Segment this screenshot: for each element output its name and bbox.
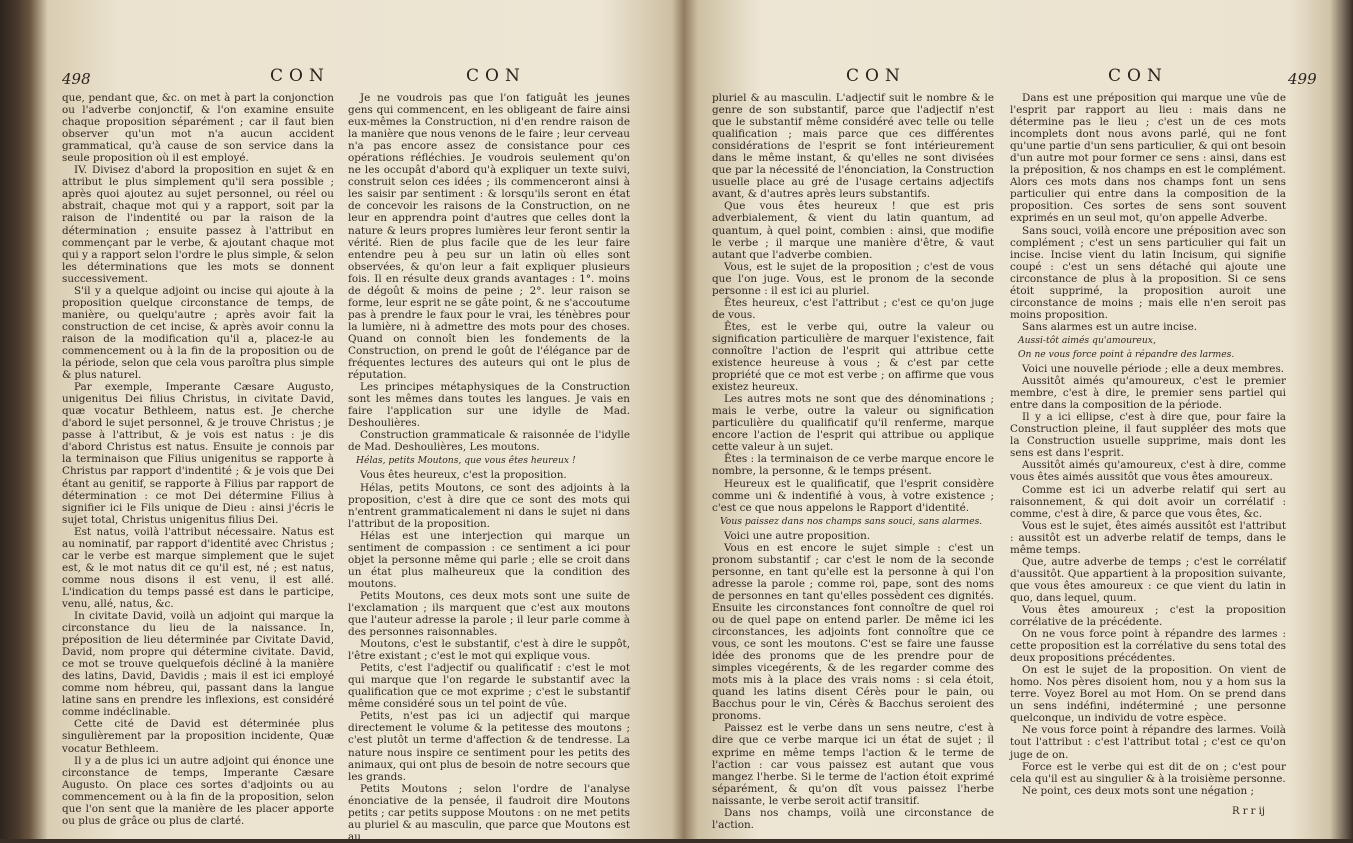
- signature-mark: R r r ij: [1232, 806, 1265, 817]
- paragraph: Petits Moutons ; selon l'ordre de l'analyse énonciative de la pensée, il faudroit dire Moutons petits ; car petits suppose Moutons : on ne met petits au pluriel & au masculin, que parce que Moutons est au: [348, 782, 630, 843]
- right-column-1: [712, 92, 994, 831]
- paragraph: Hélas est une interjection qui marque un sentiment de compassion : ce sentiment a ici pour objet la personne même qui parle ; elle se croit dans un état plus malheureux que la condition des moutons.: [348, 529, 630, 590]
- paragraph: Les principes métaphysiques de la Construction sont les mêmes dans toutes les langues. Je vais en faire l'application sur une idylle de Mad. Deshoulières.: [348, 381, 630, 430]
- paragraph: Dans nos champs, voilà une circonstance de l'action.: [712, 806, 994, 831]
- paragraph: Que vous êtes heureux ! que est pris adverbialement, & vient du latin quantum, ad quantum, à quel point, combien : ainsi, que modifie le verbe ; il marque une manière d'être, & vaut autant que l'adverbe combien.: [712, 200, 994, 261]
- paragraph: Ne point, ces deux mots sont une négation ;: [1022, 784, 1254, 797]
- paragraph: Force est le verbe qui est dit de on ; c'est pour cela qu'il est au singulier & à la troisième personne.: [1010, 760, 1286, 785]
- paragraph: Construction grammaticale & raisonnée de l'idylle de Mad. Deshoulières, Les moutons.: [348, 429, 630, 454]
- paragraph: Ne vous force point à répandre des larmes. Voilà tout l'attribut : c'est l'attribut total ; c'est ce qu'on juge de on.: [1010, 724, 1286, 761]
- paragraph: Aussitôt aimés qu'amoureux, c'est le premier membre, c'est à dire, le premier sens partiel qui entre dans la composition de la période.: [1010, 375, 1286, 412]
- running-head-right-2: CON: [1108, 66, 1168, 86]
- paragraph: Cette cité de David est déterminée plus singulièrement par la proposition incidente, Quæ vocatur Bethleem.: [62, 718, 334, 755]
- paragraph: Vous en est encore le sujet simple : c'est un pronom substantif ; car c'est le nom de la seconde personne, en tant qu'elle est la personne à qui l'on adresse la parole ; comme roi, pape, sont des noms de personnes en tant qu'elles possèdent ces dignités. Ensuite les circonstances font connoître de quel roi ou de quel pape on entend parler. De même ici les circonstances, les adjoints font connoître que ce vous, ce sont les moutons. C'est se faire une fausse idée des pronoms que de les prendre pour de simples vicegérents, & de les regarder comme des mots mis à la place des vrais noms : si cela étoit, quand les latins disent Cérès pour le pain, ou Bacchus pour le vin, Cérès & Bacchus seroient des pronoms.: [712, 541, 994, 723]
- paragraph: Aussi-tôt aimés qu'amoureux,: [1018, 334, 1156, 346]
- paragraph: pluriel & au masculin. L'adjectif suit le nombre & le genre de son substantif, parce que l'adjectif n'est que le substantif même considéré avec telle ou telle qualification ; mais parce que ces différentes considérations de l'esprit se font intérieurement dans le même instant, & qu'elles ne sont divisées que par la nécessité de l'énonciation, la Construction usuelle place au gré de l'usage certains adjectifs avant, & d'autres après leurs substantifs.: [712, 92, 994, 201]
- paragraph: IV. Divisez d'abord la proposition en sujet & en attribut le plus simplement qu'il sera possible ; après quoi ajoutez au sujet personnel, ou réel ou abstrait, chaque mot qui y a rapport, soit par la raison de l'indentité ou par la raison de la détermination ; ensuite passez à l'attribut en commençant par le verbe, & ajoutant chaque mot qui y a rapport selon l'ordre le plus simple, & selon les déterminations que les mots se donnent successivement.: [62, 164, 334, 285]
- left-column-2: [348, 92, 630, 843]
- paragraph: Aussitôt aimés qu'amoureux, c'est à dire, comme vous êtes aimés aussitôt que vous êtes amoureux.: [1010, 459, 1286, 484]
- paragraph: Petits, c'est l'adjectif ou qualificatif : c'est le mot qui marque que l'on regarde le substantif avec la qualification que ce mot exprime ; c'est le substantif même considéré sous un tel point de vûe.: [348, 662, 630, 711]
- paragraph: Comme est ici un adverbe relatif qui sert au raisonnement, & qui doit avoir un corrélatif : comme, c'est à dire, & parce que vous êtes, &c.: [1010, 483, 1286, 520]
- paragraph: Vous êtes heureux, c'est la proposition.: [360, 469, 567, 482]
- left-column-1: [62, 92, 334, 827]
- paragraph: On ne vous force point à répandre des larmes.: [1018, 348, 1235, 360]
- paragraph: Il y a ici ellipse, c'est à dire que, pour faire la Construction pleine, il faut suppléer des mots que la Construction usuelle supprime, mais dont les sens est dans l'esprit.: [1010, 411, 1286, 460]
- paragraph: On est le sujet de la proposition. On vient de homo. Nos pères disoient hom, nou y a hom sus la terre. Voyez Borel au mot Hom. On se prend dans un sens indéfini, indéterminé ; une personne quelconque, un individu de votre espèce.: [1010, 664, 1286, 725]
- paragraph: Êtes, est le verbe qui, outre la valeur ou signification particulière de marquer l'existence, fait connoître l'action de l'esprit qui attribue cette existence heureuse à vous ; & c'est par cette propriété que ce mot est verbe ; on affirme que vous existez heureux.: [712, 320, 994, 394]
- paragraph: Voici une autre proposition.: [724, 529, 871, 542]
- paragraph: que, pendant que, &c. on met à part la conjonction ou l'adverbe conjonctif, & l'on examine ensuite chaque proposition séparément ; car il faut bien observer qu'un mot n'a aucun accident grammatical, qu'à cause de son service dans la seule proposition où il est employé.: [62, 92, 334, 165]
- paragraph: Petits, n'est pas ici un adjectif qui marque directement le volume & la petitesse des moutons ; c'est plutôt un terme d'affection & de tendresse. La nature nous inspire ce sentiment pour les petits des animaux, qui ont plus de besoin de notre secours que les grands.: [348, 710, 630, 783]
- running-head-right-1: CON: [846, 66, 906, 86]
- paragraph: Que, autre adverbe de temps ; c'est le corrélatif d'aussitôt. Que appartient à la proposition suivante, que vous êtes amoureux : ce que vient du latin in quo, dans lequel, quum.: [1010, 555, 1286, 604]
- paragraph: Vous est le sujet, êtes aimés aussitôt est l'attribut : aussitôt est un adverbe relatif de temps, dans le même temps.: [1010, 519, 1286, 556]
- left-page: [48, 0, 680, 843]
- paragraph: Hélas, petits Moutons, ce sont des adjoints à la proposition, c'est à dire que ce sont des mots qui n'entrent grammaticalement ni dans le sujet ni dans l'attribut de la proposition.: [348, 481, 630, 530]
- right-column-2: [1010, 92, 1286, 806]
- paragraph: S'il y a quelque adjoint ou incise qui ajoute à la proposition quelque circonstance de temps, de manière, ou quelqu'autre ; après avoir fait la construction de cet incise, & après avoir connu la raison de la modification qu'il a, placez-le au commencement ou à la fin de la proposition ou de la période, selon que cela vous paroîtra plus simple & plus naturel.: [62, 284, 334, 382]
- paragraph: Petits Moutons, ces deux mots sont une suite de l'exclamation ; ils marquent que c'est aux moutons que l'auteur adresse la parole ; il leur parle comme à des personnes raisonnables.: [348, 589, 630, 639]
- paragraph: Il y a de plus ici un autre adjoint qui énonce une circonstance de temps, Imperante Cæsare Augusto. On place ces sortes d'adjoints ou au commencement ou à la fin de la proposition, selon que l'on sent que la manière de les placer apporte ou plus de grâce ou plus de clarté.: [62, 754, 334, 827]
- page-number-right: 499: [1288, 70, 1317, 88]
- paragraph: Dans est une préposition qui marque une vûe de l'esprit par rapport au lieu : mais dans ne détermine pas le lieu ; c'est un de ces mots incomplets dont nous avons parlé, qui ne font qu'une partie d'un sens particulier, & qui ont besoin d'un autre mot pour former ce sens : ainsi, dans est la préposition, & nos champs en est le complément. Alors ces mots dans nos champs font un sens particulier qui entre dans la composition de la proposition. Ces sortes de sens sont souvent exprimés en un seul mot, qu'on appelle Adverbe.: [1010, 92, 1286, 225]
- paragraph: Voici une nouvelle période ; elle a deux membres.: [1022, 363, 1285, 376]
- paragraph: Vous paissez dans nos champs sans souci, sans alarmes.: [720, 515, 983, 527]
- paragraph: On ne vous force point à répandre des larmes : cette proposition est la corrélative du sens total des deux propositions précédentes.: [1010, 628, 1286, 665]
- paragraph: Vous êtes amoureux ; c'est la proposition corrélative de la précédente.: [1010, 603, 1286, 629]
- paragraph: Moutons, c'est le substantif, c'est à dire le suppôt, l'être existant ; c'est le mot qui explique vous.: [348, 638, 630, 663]
- paragraph: Paissez est le verbe dans un sens neutre, c'est à dire que ce verbe marque ici un état de sujet ; il exprime en même temps l'action & le terme de l'action : car vous paissez est autant que vous mangez l'herbe. Si le terme de l'action étoit exprimé séparément, & qu'on dît vous paissez l'herbe naissante, le verbe seroit actif transitif.: [712, 722, 994, 807]
- running-head-left-2: CON: [466, 66, 526, 86]
- paragraph: Sans souci, voilà encore une préposition avec son complément ; c'est un sens particulier qui fait un incise. Incise vient du latin Incisum, qui signifie coupé : c'est un sens détaché qui ajoute une circonstance de plus à la proposition. Si ce sens étoit supprimé, la proposition auroit une circonstance de moins ; mais elle n'en seroit pas moins proposition.: [1010, 224, 1286, 321]
- paragraph: Vous, est le sujet de la proposition ; c'est de vous que l'on juge. Vous, est le pronom de la seconde personne : il est ici au pluriel.: [712, 260, 994, 297]
- running-head-left-1: CON: [270, 66, 330, 86]
- page-number-left: 498: [62, 70, 91, 88]
- paragraph: Êtes : la terminaison de ce verbe marque encore le nombre, la personne, & le temps présent.: [712, 453, 994, 478]
- paragraph: Je ne voudrois pas que l'on fatiguât les jeunes gens qui commencent, en les obligeant de faire ainsi eux-mêmes la Construction, ni d'en rendre raison de la manière que nous venons de le faire ; leur cerveau n'a pas encore assez de consistance pour ces opérations réfléchies. Je voudrois seulement qu'on ne les occupât d'abord qu'à expliquer un texte suivi, construit selon ces idées ; ils commenceront ainsi à les saisir par sentiment : & lorsqu'ils seront en état de concevoir les raisons de la Construction, on ne leur en apprendra point d'autres que celles dont la nature & leurs propres lumières leur feront sentir la vérité. Rien de plus facile que de les leur faire entendre peu à peu sur un latin où elles sont observées, & qu'on leur a fait expliquer plusieurs fois. Il en résulte deux grands avantages : 1°. moins de dégoût & moins de peine ; 2°. leur raison se forme, leur esprit ne se gâte point, & ne s'accoutume pas à prendre le faux pour le vrai, les ténèbres pour la lumière, ni à admettre des mots pour des choses. Quand on connoît bien les fondements de la Construction, on prend le goût de l'élégance par de fréquentes lectures des auteurs qui ont le plus de réputation.: [348, 92, 630, 382]
- paragraph: Sans alarmes est un autre incise.: [1022, 320, 1198, 333]
- right-page: [700, 0, 1320, 839]
- paragraph: Êtes heureux, c'est l'attribut ; c'est ce qu'on juge de vous.: [712, 296, 994, 321]
- paragraph: In civitate David, voilà un adjoint qui marque la circonstance du lieu de la naissance. In, préposition de lieu déterminée par Civitate David, David, nom propre qui détermine civitate. David, ce mot se trouve quelquefois décliné à la manière des latins, David, Davidis ; mais il est ici employé comme nom hébreu, qui, passant dans la langue latine sans en prendre les inflexions, est considéré comme indéclinable.: [62, 610, 334, 719]
- paragraph: Par exemple, Imperante Cæsare Augusto, unigenitus Dei filius Christus, in civitate David, quæ vocatur Bethleem, natus est. Je cherche d'abord le sujet personnel, & je trouve Christus ; je passe à l'attribut, & je vois est natus : je dis d'abord Christus est natus. Ensuite je connois par la terminaison que Filius unigenitus se rapporte à Christus par rapport d'indentité ; & je vois que Dei étant au genitif, se rapporte à Filius par rapport de détermination : ce mot Dei détermine Filius à signifier ici le Fils unique de Dieu : ainsi j'écris le sujet total, Christus unigenitus filius Dei.: [62, 381, 334, 526]
- paragraph: Les autres mots ne sont que des dénominations ; mais le verbe, outre la valeur ou signification particulière du qualificatif qu'il renferme, marque encore l'action de l'esprit qui attribue ou applique cette valeur à un sujet.: [712, 393, 994, 454]
- paragraph: Heureux est le qualificatif, que l'esprit considère comme uni & indentifié à vous, à votre existence ; c'est ce que nous appelons le Rapport d'identité.: [712, 477, 994, 514]
- paragraph: Hélas, petits Moutons, que vous êtes heureux !: [356, 455, 576, 467]
- paragraph: Est natus, voilà l'attribut nécessaire. Natus est au nominatif, par rapport d'identité avec Christus ; car le verbe est marque simplement que le sujet est, & le mot natus dit ce qu'il est, né ; est natus, comme nous disons il est venu, il est allé. L'indication du temps passé est dans le participe, venu, allé, natus, &c.: [62, 525, 334, 610]
